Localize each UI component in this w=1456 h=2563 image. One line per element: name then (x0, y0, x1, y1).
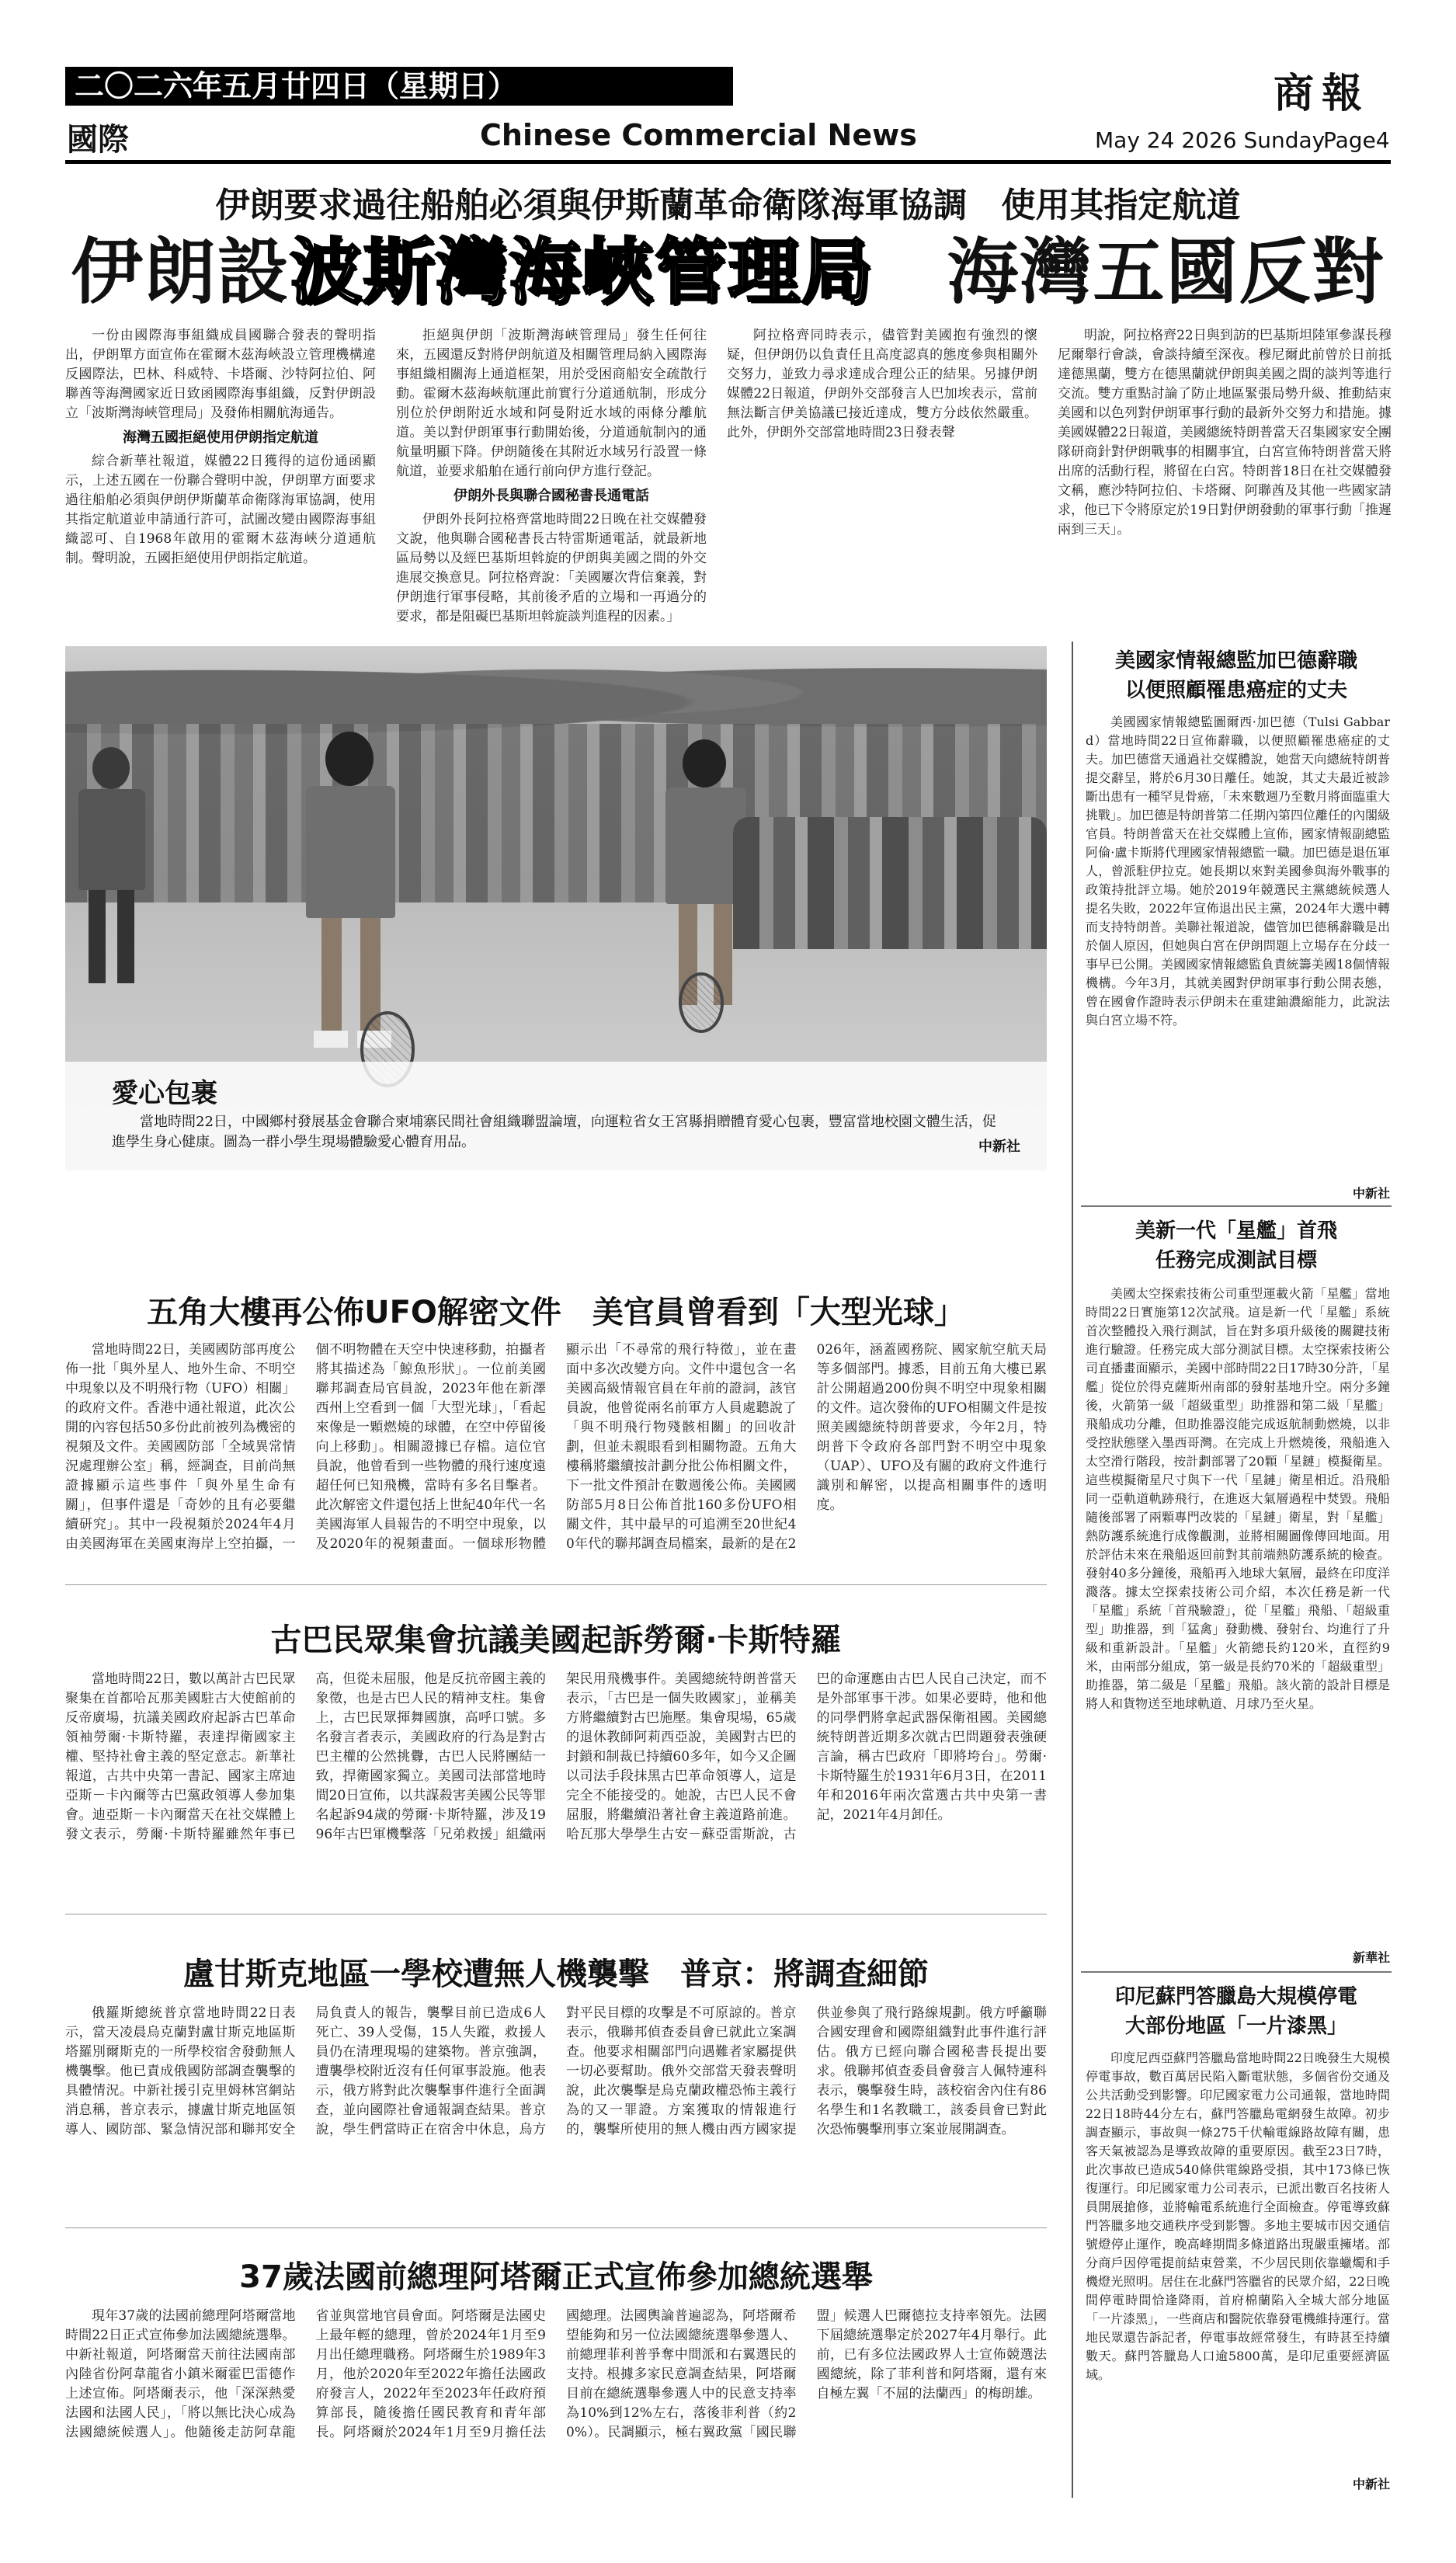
starship-body (1086, 1285, 1390, 1946)
gabbard-text: 美國國家情報總監圖爾西·加巴德（Tulsi Gabbard）當地時間22日宣佈辭職，以便照顧罹患癌症的丈夫。加巴德當天通過社交媒體說，她當天向總統特朗普提交辭呈，將於6月30日離任。她說，其丈夫最近被診斷出患有一種罕見骨癌，「未來數週乃至數月將面臨重大挑戰」。加巴德是特朗普第二任期內第四位離任的內閣級官員。特朗普當天在社交媒體上宣佈，國家情報副總監阿倫·盧卡斯將代理國家情報總監一職。加巴德是退伍軍人，曾派駐伊拉克。她長期以來對美國參與海外戰事的政策持批評立場。她於2019年競選民主黨總統候選人提名失敗，2022年宣佈退出民主黨，2024年大選中轉而支持特朗普。美聯社報道說，儘管加巴德稱辭職是出於個人原因，但她與白宮在伊朗問題上立場存在分歧一事早已公開。美國國家情報總監負責統籌美國18個情報機構。今年3月，其就美國對伊朗軍事行動公開表態，曾在國會作證時表示伊朗未在重建鈾濃縮能力，此說法與白宮立場不符。 (1086, 715, 1390, 1028)
lead-kicker: 伊朗要求過往船舶必須與伊斯蘭革命衛隊海軍協調 使用其指定航道 (215, 186, 1241, 225)
lead-col2-subhead: 伊朗外長與聯合國秘書長通電話 (453, 488, 649, 504)
lead-col2-text-b: 伊朗外長阿拉格齊當地時間22日晚在社交媒體發文說，他與聯合國秘書長古特雷斯通電話，就最新地區局勢以及經巴基斯坦斡旋的伊朗與美國之間的外交進展交換意見。阿拉格齊說：「美國屢次背信棄義，對伊朗進行軍事侵略，其前後矛盾的立場和一再過分的要求，都是阻礙巴基斯坦斡旋談判進程的因素。」 (396, 512, 707, 624)
sidebar-rule-1 (1081, 1205, 1392, 1207)
gabbard-body (1086, 713, 1390, 1188)
indonesia-headline-2: 大部份地區「一片漆黑」 (1124, 2015, 1347, 2038)
masthead-rule (65, 160, 1391, 164)
masthead-date-en: May 24 2026 Sunday (1095, 127, 1326, 153)
lead-col2-text: 拒絕與伊朗「波斯灣海峽管理局」發生任何往來，五國還反對將伊朗航道及相關管理局納入國際海事組織相關海上通道框架，用於受困商船安全疏散行動。霍爾木茲海峽航運此前實行分道通航制，形成分別位於伊朗附近水域和阿曼附近水域的兩條分離航道。美以對伊朗軍事行動開始後，分道通航制內的通航量明顯下降。伊朗隨後在其附近水域另行設置一條航道，並要求船舶在通行前向伊方進行登記。 (396, 328, 707, 479)
photo-girl (290, 732, 415, 1058)
lead-col-1 (65, 326, 376, 629)
lead-col-4 (1058, 326, 1392, 629)
photo-caption-text: 當地時間22日，中國鄉村發展基金會聯合柬埔寨民間社會組織聯盟論壇，向運粒省女王宮縣捐贈體育愛心包裹，豐富當地校園文體生活，促進學生身心健康。圖為一群小學生現場體驗愛心體育用品。 (112, 1114, 996, 1150)
lead-headline-part-b: 波斯灣海峽管理局 (290, 231, 874, 314)
photo-racket-2 (679, 972, 724, 1033)
cuba-body (65, 1670, 1047, 1903)
starship-text: 美國太空探索技術公司重型運載火箭「星艦」當地時間22日實施第12次試飛。這是新一代「星艦」系統首次整體投入飛行測試，旨在對多項升級後的關鍵技術進行驗證。任務完成大部分測試目標。太空探索技術公司直播畫面顯示，美國中部時間22日17時30分許，「星艦」從位於得克薩斯州南部的發射基地升空。兩分多鐘後，火箭第一級「超級重型」助推器和第二級「星艦」飛船成功分離，但助推器沒能完成返航制動燃燒，以非受控狀態墜入墨西哥灣。在完成上升燃燒後，飛船進入太空滑行階段，按計劃部署了20顆「星鏈」模擬衛星。這些模擬衛星尺寸與下一代「星鏈」衛星相近。沿飛船同一亞軌道軌跡飛行，在進返大氣層過程中焚毀。飛船隨後部署了兩顆專門改裝的「星鏈」衛星，對「星艦」熱防護系統進行成像觀測，並將相關圖像傳回地面。用於評估未來在飛船返回前對其前端熱防護系統的檢查。發射40多分鐘後，飛船再入地球大氣層，最終在印度洋濺落。據太空探索技術公司介紹，本次任務是新一代「星艦」系統「首飛驗證」，從「星艦」飛船、「超級重型」助推器，到「猛禽」發動機、發射台、均進行了升級和重新設計。「星艦」火箭總長約120米，直徑約9米，由兩部分組成，第一級是長約70米的「超級重型」助推器，第二級是「星艦」飛船。該火箭的設計目標是將人和貨物送至地球軌道、月球乃至火星。 (1086, 1286, 1390, 1711)
masthead-date-cn: 二〇二六年五月廿四日（星期日） (75, 69, 518, 103)
attal-body (65, 2307, 1047, 2501)
sidebar-rule-2 (1081, 1971, 1392, 1973)
attal-headline: 37歲法國前總理阿塔爾正式宣佈參加總統選舉 (239, 2259, 873, 2295)
lead-col1-text: 一份由國際海事組織成員國聯合發表的聲明指出，伊朗單方面宣佈在霍爾木茲海峽設立管理機構違反國際法，巴林、科威特、卡塔爾、沙特阿拉伯、阿聯酋等海灣國家近日致函國際海事組織，反對伊朗設立「波斯灣海峽管理局」及發佈相關航海通告。 (65, 328, 376, 421)
lead-col3-text: 阿拉格齊同時表示，儘管對美國抱有強烈的懷疑，但伊朗仍以負責任且高度認真的態度參與相關外交努力，並致力尋求達成合理公正的結果。另據伊朗媒體22日報道，伊朗外交部發言人巴加埃表示，當前無法斷言伊美協議已接近達成，雙方分歧依然嚴重。此外，伊朗外交部當地時間23日發表聲 (727, 328, 1037, 440)
indonesia-credit: 中新社 (1352, 2477, 1390, 2492)
masthead-paper-en: Chinese Commercial News (480, 118, 917, 152)
drone-text: 俄羅斯總統普京當地時間22日表示，當天凌晨烏克蘭對盧甘斯克地區斯塔羅別爾斯克的一所學校宿舍發動無人機襲擊。他已責成俄國防部調查襲擊的具體情況。中新社援引克里姆林宮網站消息稱，普京表示，據盧甘斯克地區領導人、國防部、緊急情況部和聯邦安全局負責人的報告，襲擊目前已造成6人死亡、39人受傷，15人失蹤，救援人員仍在清理現場的建築物。普京強調，遭襲學校附近沒有任何軍事設施。他表示，俄方將對此次襲擊事件進行全面調查，並向國際社會通報調查結果。普京說，學生們當時正在宿舍中休息，烏方對平民目標的攻擊是不可原諒的。普京表示，俄聯邦偵查委員會已就此立案調查。他要求相關部門向遇難者家屬提供一切必要幫助。俄外交部當天發表聲明說，此次襲擊是烏克蘭政權恐怖主義行為的又一罪證。方案獲取的情報進行的，襲擊所使用的無人機由西方國家提供並參與了飛行路線規劃。俄方呼籲聯合國安理會和國際組織對此事件進行評估。俄方已經向聯合國秘書長提出要求。俄聯邦偵查委員會發言人佩特連科表示，襲擊發生時，該校宿舍內住有86名學生和1名教職工，該委員會已對此次恐怖襲擊刑事立案並展開調查。 (65, 2005, 1047, 2137)
photo-credit: 中新社 (978, 1139, 1020, 1155)
cuba-top-rule (65, 1584, 1047, 1585)
lead-headline (65, 230, 1391, 315)
lead-col-3 (727, 326, 1037, 629)
attal-top-rule (65, 2227, 1047, 2228)
starship-headline-1: 美新一代「星艦」首飛 (1135, 1219, 1337, 1243)
photo-caption-title: 愛心包裹 (112, 1078, 217, 1109)
starship-headline-2: 任務完成測試目標 (1155, 1249, 1317, 1272)
lead-headline-part-a: 伊朗設 (71, 231, 290, 314)
gabbard-headline-2: 以便照顧罹患癌症的丈夫 (1124, 679, 1347, 702)
drone-headline: 盧甘斯克地區一學校遭無人機襲擊 普京：將調查細節 (183, 1956, 929, 1992)
indonesia-text: 印度尼西亞蘇門答臘島當地時間22日晚發生大規模停電事故，數百萬居民陷入斷電狀態，多個省份交通及公共活動受到影響。印尼國家電力公司通報，當地時間22日18時44分左右，蘇門答臘島電網發生故障。初步調查顯示，事故與一條275千伏輸電線路故障有關，患客天氣被認為是導致故障的重要原因。截至23日7時，此次事故已造成540條供電線路受損，其中173條已恢復運行。印尼國家電力公司表示，已派出數百名技術人員開展搶修，並將輸電系統進行全面檢查。停電導致蘇門答臘多地交通秩序受到影響。多地主要城市因交通信號燈停止運作，晚高峰期間多條道路出現嚴重擁堵。部分商戶因停電提前結束營業，不少居民則依靠蠟燭和手機燈光照明。居住在北蘇門答臘省的民眾介紹，22日晚間停電時間恰逢降雨，首府棉蘭陷入全城大部分地區「一片漆黑」，一些商店和醫院依靠發電機維持運行。當地民眾還告訴記者，停電事故經常發生，有時甚至持續數天。蘇門答臘島人口逾5800萬，是印尼重要經濟區域。 (1086, 2050, 1390, 2382)
ufo-body (65, 1341, 1047, 1574)
indonesia-headline-1: 印尼蘇門答臘島大規模停電 (1114, 1985, 1357, 2008)
ufo-headline: 五角大樓再公佈UFO解密文件 美官員曾看到「大型光球」 (147, 1295, 965, 1330)
lead-col-2 (396, 326, 707, 629)
gabbard-credit: 中新社 (1352, 1186, 1390, 1201)
lead-col1-text-b: 綜合新華社報道，媒體22日獲得的這份通函顯示，上述五國在一份聯合聲明中說，伊朗單方面要求過往船舶必須與伊朗伊斯蘭革命衛隊海軍協調，使用其指定航道並申請通行許可，試圖改變由國際海事組織認可、自1968年啟用的霍爾木茲海峽分道通航制。聲明說，五國拒絕使用伊朗指定航道。 (65, 454, 376, 566)
lead-col1-subhead: 海灣五國拒絕使用伊朗指定航道 (123, 429, 318, 446)
lead-col4-text: 明說，阿拉格齊22日與到訪的巴基斯坦陸軍參謀長穆尼爾舉行會談，會談持續至深夜。穆尼爾此前曾於日前抵達德黑蘭，雙方在德黑蘭就伊朗與美國之間的談判等進行交流。雙方重點討論了防止地區緊張局勢升級、推動結束美國和以色列對伊朗軍事行動的最新外交努力和措施。據美國媒體22日報道，美國總統特朗普當天召集國家安全團隊研商針對伊朗戰事的相關事宜，白宮宣佈特朗普當天將出席的活動行程，將留在白宮。特朗普18日在社交媒體發文稱，應沙特阿拉伯、卡塔爾、阿聯酋及其他一些國家請求，他已下令將原定於19日對伊朗發動的軍事行動「推遲兩到三天」。 (1058, 328, 1392, 537)
masthead-page: Page4 (1323, 127, 1390, 153)
lead-headline-part-c: 海灣五國反對 (947, 231, 1385, 314)
ufo-text: 當地時間22日，美國國防部再度公佈一批「與外星人、地外生命、不明空中現象以及不明飛行物（UFO）相關」的政府文件。香港中通社報道，此次公開的內容包括50多份此前被列為機密的視頻及文件。美國國防部「全域異常情況處理辦公室」稱，經調查，目前尚無證據顯示這些事件「與外星生命有關」，但事件還是「奇妙的且有必要繼續研究」。其中一段視頻於2024年4月由美國海軍在美國東海岸上空拍攝，一個不明物體在天空中快速移動，拍攝者將其描述為「鯨魚形狀」。一位前美國聯邦調查局官員說，2023年他在新澤西州上空看到一個「大型光球」，「看起來像是一顆燃燒的球體，在空中停留後向上移動」。相關證據已存檔。這位官員說，他曾看到一些物體的飛行速度遠超任何已知飛機，當時有多名目擊者。此次解密文件還包括上世紀40年代一名美國海軍人員報告的不明空中現象，以及2020年的視頻畫面。一個球形物體顯示出「不尋常的飛行特徵」，並在畫面中多次改變方向。文件中還包含一名美國高級情報官員在年前的證詞，該官員說，他曾從兩名前軍方人員處聽說了「與不明飛行物殘骸相關」的回收計劃，但並未親眼看到相關物證。五角大樓稱將繼續按計劃分批公佈相關文件，下一批文件預計在數週後公佈。美國國防部5月8日公佈首批160多份UFO相關文件，其中最早的可追溯至20世紀40年代的聯邦調查局檔案，最新的是在2026年，涵蓋國務院、國家航空航天局等多個部門。據悉，目前五角大樓已累計公開超過200份與不明空中現象相關的文件。這次發佈的UFO相關文件是按照美國總統特朗普要求，今年2月，特朗普下令政府各部門對不明空中現象（UAP）、UFO及有關的政府文件進行識別和解密，以提高相關事件的透明度。 (65, 1342, 1047, 1552)
photo-left-boy (69, 747, 155, 996)
masthead-paper-logo: 商報 (1274, 70, 1371, 117)
attal-text: 現年37歲的法國前總理阿塔爾當地時間22日正式宣佈參加法國總統選舉。中新社報道，阿塔爾當天前往法國南部內陸省份阿韋龍省小鎮米爾霍巴雷德作上述宣佈。阿塔爾表示，他「深深熱愛法國和法國人民」，「將以無比決心成為法國總統候選人」。他隨後走訪阿韋龍省並與當地官員會面。阿塔爾是法國史上最年輕的總理，曾於2024年1月至9月出任總理職務。阿塔爾生於1989年3月，他於2020年至2022年擔任法國政府發言人，2022年至2023年任政府預算部長，隨後擔任國民教育和青年部長。阿塔爾於2024年1月至9月擔任法國總理。法國輿論普遍認為，阿塔爾希望能夠和另一位法國總統選舉參選人、前總理菲利普爭奪中間派和右翼選民的支持。根據多家民意調查結果，阿塔爾目前在總統選舉參選人中的民意支持率為10%到12%左右，落後菲利普（約20%）。民調顯示，極右翼政黨「國民聯盟」候選人巴爾德拉支持率領先。法國下屆總統選舉定於2027年4月舉行。此前，已有多位法國政界人士宣佈競選法國總統，除了菲利普和阿塔爾，還有來自極左翼「不屈的法蘭西」的梅朗雄。 (65, 2308, 1047, 2440)
news-photo (65, 646, 1047, 1170)
cuba-text: 當地時間22日，數以萬計古巴民眾聚集在首都哈瓦那美國駐古大使館前的反帝廣場，抗議美國政府起訴古巴革命領袖勞爾·卡斯特羅，表達捍衛國家主權、堅持社會主義的堅定意志。新華社報道，古共中央第一書記、國家主席迪亞斯－卡內爾等古巴黨政領導人參加集會。迪亞斯－卡內爾當天在社交媒體上發文表示，勞爾·卡斯特羅雖然年事已高，但從未屈服，他是反抗帝國主義的象徵，也是古巴人民的精神支柱。集會上，古巴民眾揮舞國旗，高呼口號。多名發言者表示，美國政府的行為是對古巴主權的公然挑釁，古巴人民將團結一致，捍衛國家獨立。美國司法部當地時間20日宣佈，以共謀殺害美國公民等罪名起訴94歲的勞爾·卡斯特羅，涉及1996年古巴軍機擊落「兄弟救援」組織兩架民用飛機事件。美國總統特朗普當天表示，「古巴是一個失敗國家」，並稱美方將繼續對古巴施壓。集會現場，65歲的退休教師阿莉西亞說，美國對古巴的封鎖和制裁已持續60多年，如今又企圖以司法手段抹黑古巴革命領導人，這是完全不能接受的。她說，古巴人民不會屈服，將繼續沿著社會主義道路前進。哈瓦那大學學生古安－蘇亞雷斯說，古巴的命運應由古巴人民自己決定，而不是外部軍事干涉。如果必要時，他和他的同學們將拿起武器保衛祖國。美國總統特朗普近期多次就古巴問題發表強硬言論，稱古巴政府「即將垮台」。勞爾·卡斯特羅生於1931年6月3日，在2011年和2016年兩次當選古共中央第一書記，2021年4月卸任。 (65, 1671, 1047, 1842)
cuba-headline: 古巴民眾集會抗議美國起訴勞爾·卡斯特羅 (270, 1622, 842, 1658)
lead-headline-gap (874, 231, 947, 314)
indonesia-body (1086, 2049, 1390, 2473)
photo-seated-children (733, 817, 1047, 949)
drone-body (65, 2004, 1047, 2217)
starship-credit: 新華社 (1352, 1950, 1390, 1965)
masthead-section: 國際 (67, 122, 129, 158)
sidebar-divider (1072, 642, 1073, 2498)
gabbard-headline-1: 美國家情報總監加巴德辭職 (1114, 649, 1357, 673)
